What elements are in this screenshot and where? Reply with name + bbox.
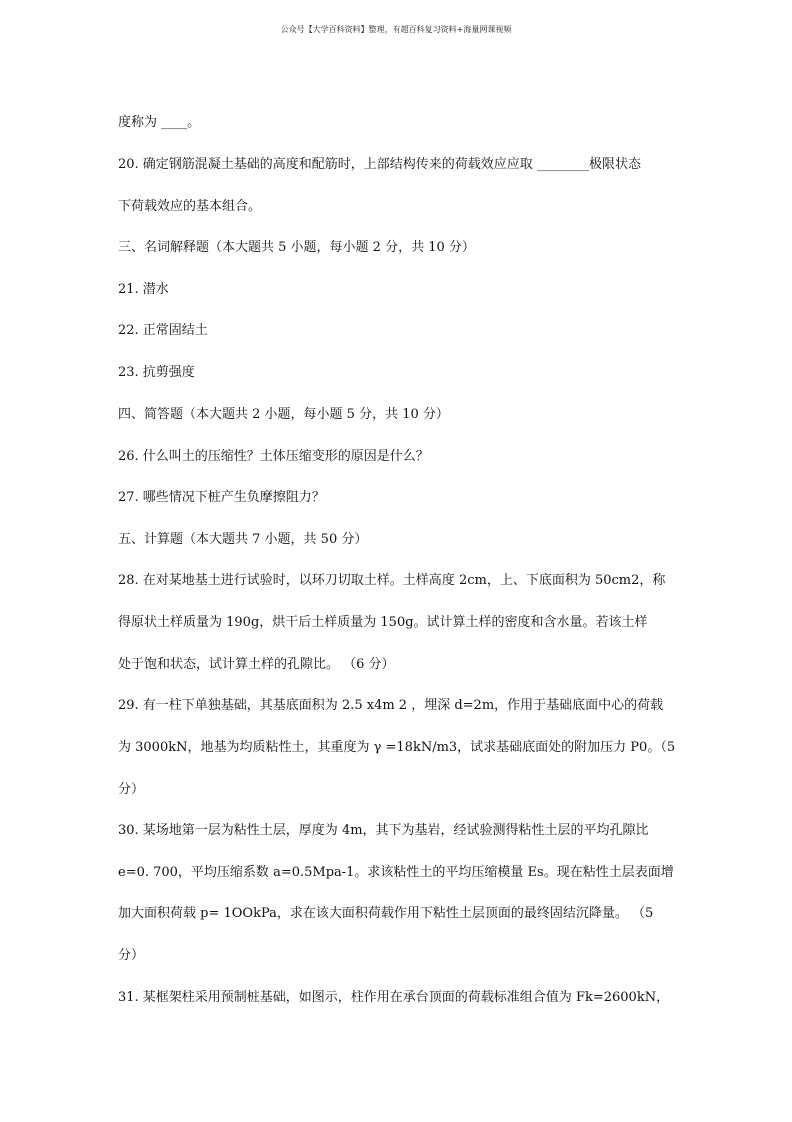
question-29-line-3: 分） [118,782,145,797]
question-29-line-1: 29. 有一柱下单独基础，其基底面积为 2.5 x4m 2 ，埋深 d=2m，作用于基础底面中心的荷载 [118,698,664,713]
question-20-line-2: 下荷载效应的基本组合。 [118,199,262,214]
question-22: 22. 正常固结土 [118,323,208,338]
question-20-line-1: 20. 确定钢筋混凝土基础的高度和配筋时，上部结构传来的荷载效应应取 ________极限状态 [118,157,641,172]
question-30-line-2: e=0. 700，平均压缩系数 a=0.5Mpa-1。求该粘性土的平均压缩模量 Es。现在粘性土层表面增 [118,865,674,880]
question-23: 23. 抗剪强度 [118,365,195,380]
question-28-line-3: 处于饱和状态，试计算土样的孔隙比。 （6 分） [118,657,395,672]
question-30-line-4: 分） [118,948,145,963]
question-31-line-1: 31. 某框架柱采用预制桩基础，如图示，柱作用在承台顶面的荷载标准组合值为 Fk=2600kN， [118,990,670,1005]
question-21: 21. 潜水 [118,282,169,297]
question-28-line-2: 得原状土样质量为 190g，烘干后土样质量为 150g。试计算土样的密度和含水量。若该土样 [118,615,648,630]
section-5-heading: 五、计算题（本大题共 7 小题，共 50 分） [118,532,368,547]
section-4-heading: 四、简答题（本大题共 2 小题，每小题 5 分，共 10 分） [118,407,449,422]
question-26: 26. 什么叫土的压缩性？土体压缩变形的原因是什么？ [118,449,429,464]
question-28-line-1: 28. 在对某地基土进行试验时，以环刀切取土样。土样高度 2cm，上、下底面积为 50cm2，称 [118,573,666,588]
question-29-line-2: 为 3000kN，地基为均质粘性土，其重度为 γ =18kN/m3，试求基础底面处的附加压力 P0。（5 [118,740,676,755]
question-30-line-1: 30. 某场地第一层为粘性土层，厚度为 4m，其下为基岩，经试验测得粘性土层的平均孔隙比 [118,823,649,838]
question-27: 27. 哪些情况下桩产生负摩擦阻力？ [118,490,325,505]
text-line-1: 度称为 ____。 [118,115,201,130]
question-30-line-3: 加大面积荷载 p= 1OOkPa，求在该大面积荷载作用下粘性土层顶面的最终固结沉降量。 （5 [118,906,654,921]
page-header: 公众号【大学百科资料】整理，有超百科复习资料+海量网课视频 [280,25,512,34]
section-3-heading: 三、名词解释题（本大题共 5 小题，每小题 2 分，共 10 分） [118,240,475,255]
